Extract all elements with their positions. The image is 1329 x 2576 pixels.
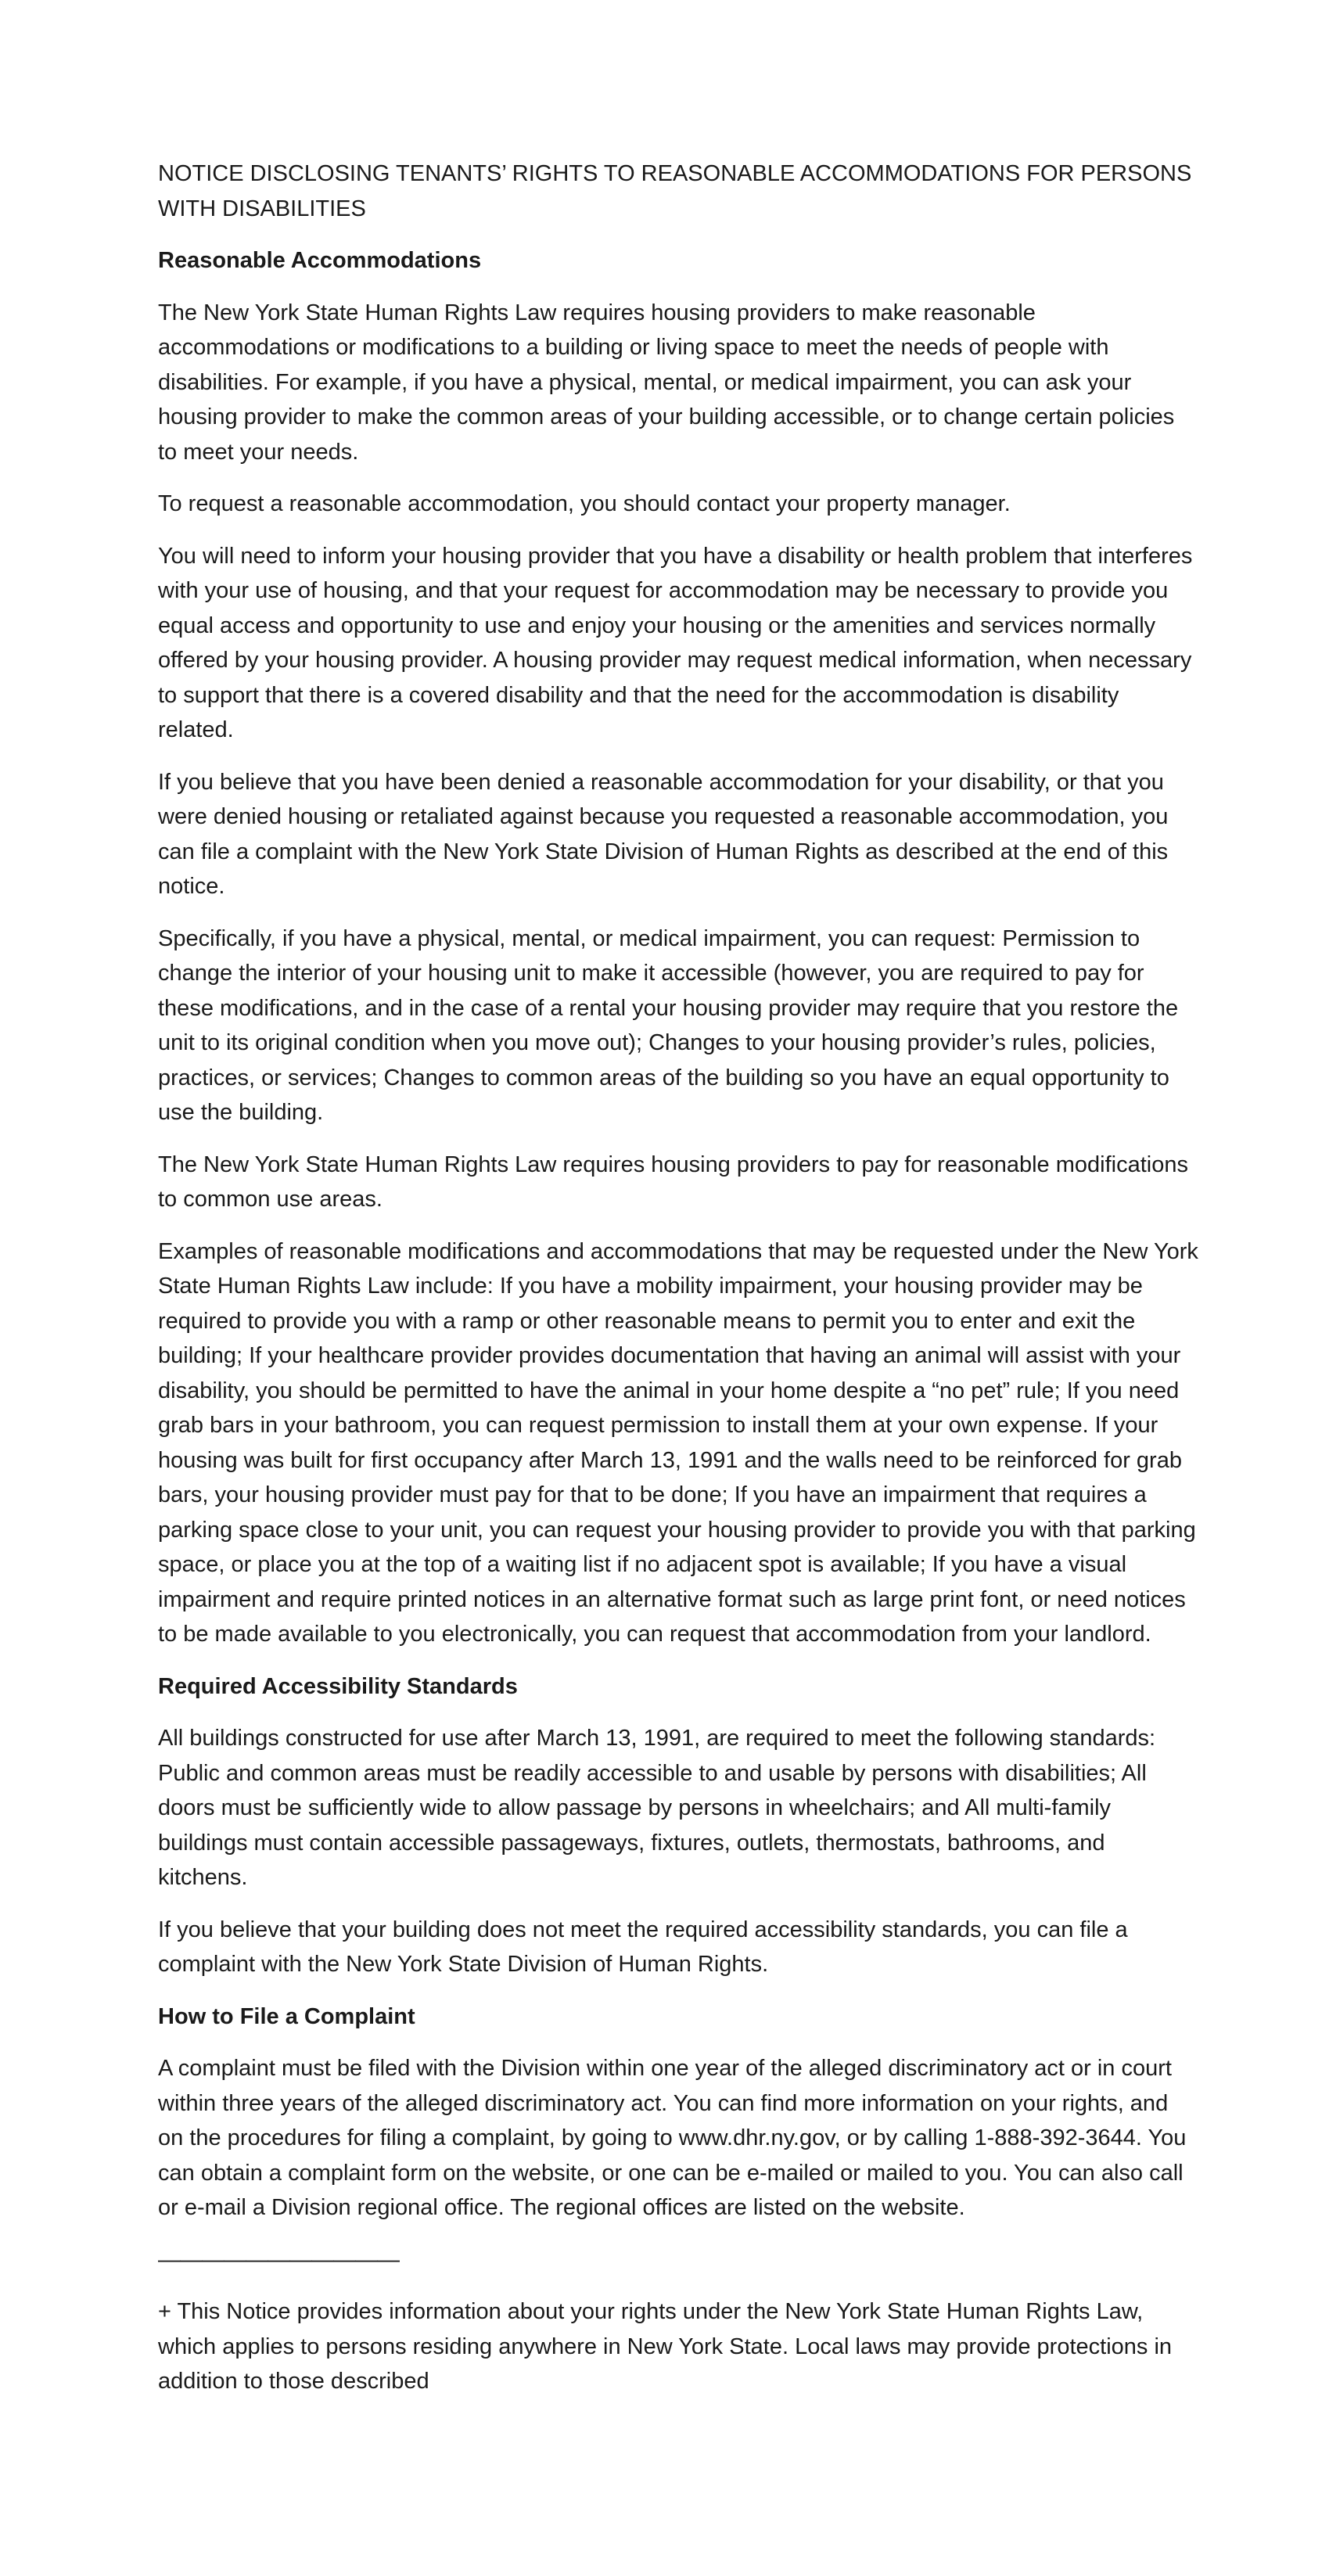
paragraph: To request a reasonable accommodation, you should contact your property manager. (158, 491, 1011, 516)
notice-document (158, 156, 1198, 2416)
paragraph: The New York State Human Rights Law requires housing providers to make reasonable accommodations or modifications to a building or living space to meet the needs of people with disabilities. For example, if you have a physical, mental, or medical impairment, you can ask your housing provider to make the common areas of your building accessible, or to change certain policies to meet your needs. (158, 300, 1175, 465)
section-heading-required-accessibility-standards: Required Accessibility Standards (158, 1673, 518, 1699)
section-heading-how-to-file-a-complaint: How to File a Complaint (158, 2003, 415, 2029)
separator-line: ——————————— (158, 2247, 399, 2272)
footnote: + This Notice provides information about your rights under the New York State Human Rights Law, which applies to persons residing anywhere in New York State. Local laws may provide protections in addition to those described (158, 2299, 1173, 2394)
paragraph: You will need to inform your housing provider that you have a disability or health problem that interferes with your use of housing, and that your request for accommodation may be necessary to provide you equal access and opportunity to use and enjoy your housing or the amenities and services normally offered by your housing provider. A housing provider may request medical information, when necessary to support that there is a covered disability and that the need for the accommodation is disability related. (158, 543, 1193, 742)
paragraph: Examples of reasonable modifications and accommodations that may be requested under the New York State Human Rights Law include: If you have a mobility impairment, your housing provider may be required to provide you with a ramp or other reasonable means to permit you to enter and exit the building; If your healthcare provider provides documentation that having an animal will assist with your disability, you should be permitted to have the animal in your home despite a “no pet” rule; If you need grab bars in your bathroom, you can request permission to install them at your own expense. If your housing was built for first occupancy after March 13, 1991 and the walls need to be reinforced for grab bars, your housing provider must pay for that to be done; If you have an impairment that requires a parking space close to your unit, you can request your housing provider to provide you with that parking space, or place you at the top of a waiting list if no adjacent spot is available; If you have a visual impairment and require printed notices in an alternative format such as large print font, or need notices to be made available to you electronically, you can request that accommodation from your landlord. (158, 1238, 1198, 1647)
paragraph: If you believe that you have been denied a reasonable accommodation for your disability, or that you were denied housing or retaliated against because you requested a reasonable accommodation, you can file a complaint with the New York State Division of Human Rights as described at the end of this notice. (158, 769, 1169, 899)
paragraph: A complaint must be filed with the Division within one year of the alleged discriminatory act or in court within three years of the alleged discriminatory act. You can find more information on your rights, and on the procedures for filing a complaint, by going to www.dhr.ny.gov, or by calling 1-888-392-3644. You can obtain a complaint form on the website, or one can be e-mailed or mailed to you. You can also call or e-mail a Division regional office. The regional offices are listed on the website. (158, 2056, 1187, 2220)
paragraph: The New York State Human Rights Law requires housing providers to pay for reasonable modifications to common use areas. (158, 1151, 1188, 1212)
paragraph: All buildings constructed for use after March 13, 1991, are required to meet the following standards: Public and common areas must be readily accessible to and usable by persons with disabilities; All doors must be sufficiently wide to allow passage by persons in wheelchairs; and All multi-family buildings must contain accessible passageways, fixtures, outlets, thermostats, bathrooms, and kitchens. (158, 1726, 1156, 1890)
paragraph: Specifically, if you have a physical, mental, or medical impairment, you can request: Permission to change the interior of your housing unit to make it accessible (however, you are required to pay for these modifications, and in the case of a rental your housing provider may require that you restore the unit to its original condition when you move out); Changes to your housing provider’s rules, policies, practices, or services; Changes to common areas of the building so you have an equal opportunity to use the building. (158, 925, 1179, 1125)
paragraph: If you believe that your building does not meet the required accessibility standards, you can file a complaint with the New York State Division of Human Rights. (158, 1917, 1128, 1977)
section-heading-reasonable-accommodations: Reasonable Accommodations (158, 248, 482, 273)
document-title: NOTICE DISCLOSING TENANTS’ RIGHTS TO REASONABLE ACCOMMODATIONS FOR PERSONS WITH DISABILITIES (158, 161, 1192, 221)
